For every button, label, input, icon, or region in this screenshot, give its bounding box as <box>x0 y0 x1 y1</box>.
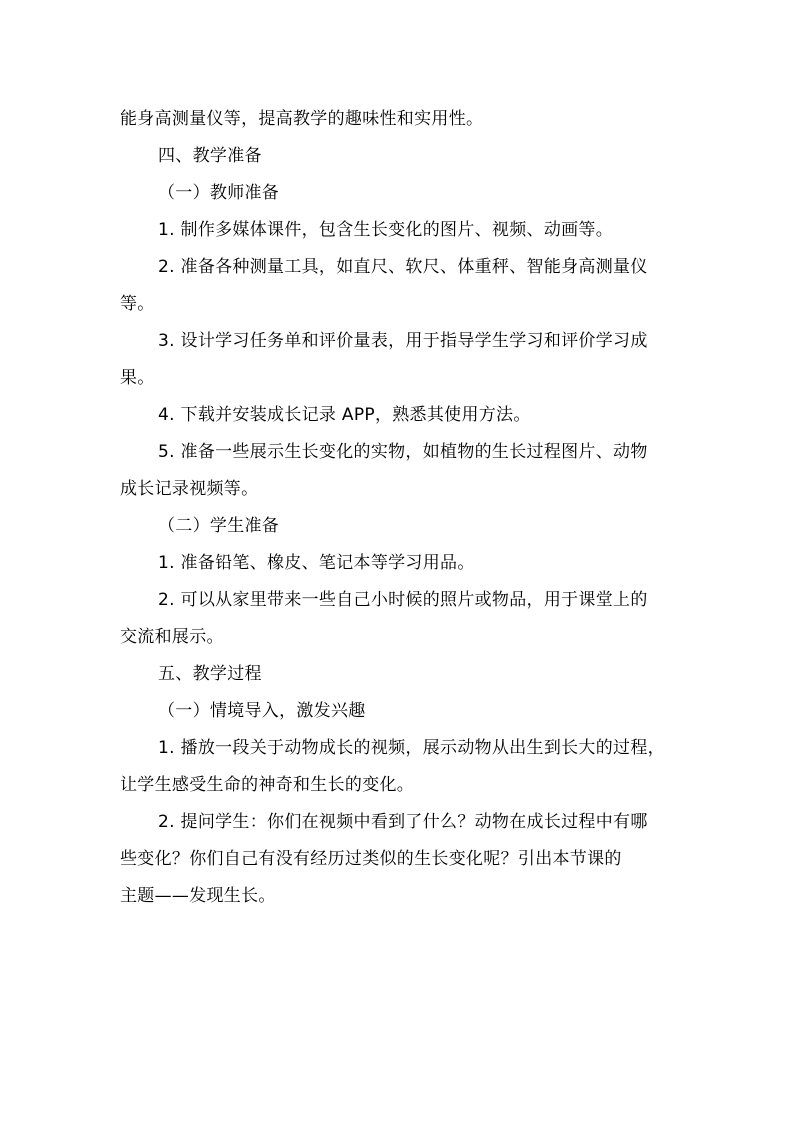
section-heading: 五、教学过程 <box>158 664 262 684</box>
list-item: 1. 播放一段关于动物成长的视频，展示动物从出生到长大的过程， <box>158 738 665 758</box>
subsection-heading: （一）情境导入，激发兴趣 <box>158 701 366 721</box>
paragraph-line: 能身高测量仪等，提高教学的趣味性和实用性。 <box>120 109 484 129</box>
list-item-continuation: 交流和展示。 <box>120 627 224 647</box>
document-page <box>120 101 680 915</box>
list-item: 2. 可以从家里带来一些自己小时候的照片或物品，用于课堂上的 <box>158 590 648 610</box>
list-item-continuation: 主题——发现生长。 <box>120 886 276 906</box>
list-item-continuation: 果。 <box>120 368 155 388</box>
list-item-continuation: 等。 <box>120 294 155 314</box>
list-item: 2. 准备各种测量工具，如直尺、软尺、体重秤、智能身高测量仪 <box>158 257 648 277</box>
list-item-continuation: 让学生感受生命的神奇和生长的变化。 <box>120 775 415 795</box>
list-item: 1. 准备铅笔、橡皮、笔记本等学习用品。 <box>158 553 475 573</box>
list-item: 5. 准备一些展示生长变化的实物，如植物的生长过程图片、动物 <box>158 442 648 462</box>
subsection-heading: （一）教师准备 <box>158 183 280 203</box>
list-item: 3. 设计学习任务单和评价量表，用于指导学生学习和评价学习成 <box>158 331 648 351</box>
list-item: 1. 制作多媒体课件，包含生长变化的图片、视频、动画等。 <box>158 220 614 240</box>
subsection-heading: （二）学生准备 <box>158 516 280 536</box>
list-item: 4. 下载并安装成长记录 APP，熟悉其使用方法。 <box>158 405 531 425</box>
list-item: 2. 提问学生：你们在视频中看到了什么？动物在成长过程中有哪 <box>158 812 648 832</box>
section-heading: 四、教学准备 <box>158 146 262 166</box>
list-item-continuation: 些变化？你们自己有没有经历过类似的生长变化呢？引出本节课的 <box>120 849 622 869</box>
list-item-continuation: 成长记录视频等。 <box>120 479 259 499</box>
